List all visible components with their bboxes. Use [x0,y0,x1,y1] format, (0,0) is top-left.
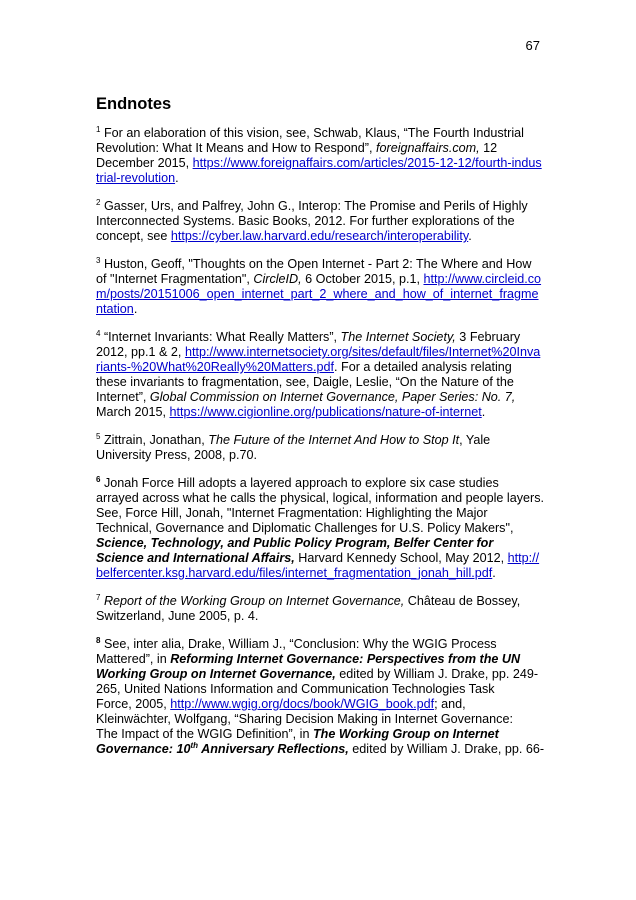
note-text: , Yale University Press, 2008, p.70. [96,433,491,462]
note-source: The Future of the Internet And How to Stop It [208,433,460,447]
note-source: Global Commission on Internet Governance, Paper Series: No. 7, [149,390,516,404]
note-text: The Impact of the WGIG Definition”, in [96,727,313,741]
note-text: Huston, Geoff, "Thoughts on the Open Internet - Part 2: The Where and How of "Internet Fragmentation", [96,257,532,286]
note-text: . [175,171,179,185]
note-text: . [468,229,472,243]
note-number: 5 [96,432,101,441]
note-number: 7 [96,593,101,602]
note-source: Reforming Internet Governance: Perspectives from the UN [170,652,521,666]
note-text: 6 October 2015, p.1, [301,272,424,286]
endnote-6 [96,476,544,581]
note-text: Harvard Kennedy School, May 2012, [294,551,508,565]
note-link[interactable]: http://belfercenter.ksg.harvard.edu/files/internet_fragmentation_jonah_hill.pdf [96,551,540,580]
note-number: 6 [96,475,101,484]
note-text: Gasser, Urs, and Palfrey, John G., Interop: The Promise and Perils of Highly Interconnected Systems. Basic Books, 2012. For further explorations of the concept, see [96,199,528,243]
note-source: Science, Technology, and Public Policy Program, Belfer Center for Science and International Affairs, [96,536,494,565]
endnotes-list [96,126,544,770]
note-text: edited by William J. Drake, pp. 249- [335,667,539,681]
note-text: For an elaboration of this vision, see, Schwab, Klaus, “The Fourth Industrial Revolution: What It Means and How to Respond”, [96,126,524,155]
note-text: 12 December 2015, [96,141,498,170]
note-superscript: th [190,741,199,750]
note-source: Governance: 10 [96,742,191,756]
endnotes-heading: Endnotes [96,95,172,113]
note-text: See, inter alia, Drake, William J., “Conclusion: Why the WGIG Process [103,637,497,651]
note-text: edited by William J. Drake, pp. 66- [348,742,545,756]
note-text: March 2015, [96,405,170,419]
note-source: CircleID, [253,272,302,286]
note-text: Mattered”, in [96,652,171,666]
note-text: . For a detailed analysis relating these invariants to fragmentation, see, Daigle, Leslie, “On the Nature of the Internet”, [96,360,514,404]
note-number: 3 [96,256,101,265]
note-text: . [133,302,138,316]
note-source: Anniversary Reflections, [198,742,349,756]
endnote-4 [96,330,544,420]
note-link[interactable]: http://www.circleid.com/posts/20151006_open_internet_part_2_where_and_how_of_internet_fragmentation [96,272,542,316]
note-link[interactable]: https://www.foreignaffairs.com/articles/2015-12-12/fourth-industrial-revolution [96,156,542,185]
note-number: 8 [96,636,101,645]
note-source: The Internet Society, [340,330,456,344]
page-number: 67 [525,38,540,53]
note-text: “Internet Invariants: What Really Matters”, [103,330,341,344]
note-link[interactable]: https://cyber.law.harvard.edu/research/interoperability [170,229,469,243]
endnote-1 [96,126,544,186]
note-number: 4 [96,329,101,338]
note-text: Kleinwächter, Wolfgang, “Sharing Decision Making in Internet Governance: [96,712,513,726]
endnote-5 [96,433,544,463]
endnote-7 [96,594,544,624]
note-text: . [492,566,496,580]
note-text: 265, United Nations Information and Communication Technologies Task [96,682,495,696]
note-link[interactable]: https://www.cigionline.org/publications/nature-of-internet [169,405,482,419]
note-source: Report of the Working Group on Internet Governance, [103,594,405,608]
note-text: . [481,405,486,419]
note-text: Zittrain, Jonathan, [103,433,209,447]
note-text: 3 February 2012, pp.1 & 2, [96,330,521,359]
endnote-2 [96,199,544,244]
note-text: Jonah Force Hill adopts a layered approach to explore six case studies arrayed across what he calls the physical, logical, information and people layers. See, Force Hill, Jonah, "Internet Fragmentation: Highlighting the Major Technical, Governance and Diplomatic Challenges for U.S. Policy Makers", [96,476,545,535]
note-text: ; and, [434,697,466,711]
note-text: Force, 2005, [96,697,171,711]
note-link[interactable]: http://www.internetsociety.org/sites/default/files/Internet%20Invariants-%20What%20Really%20Matters.pdf [96,345,541,374]
endnote-8 [96,637,544,757]
endnote-3 [96,257,544,317]
note-number: 2 [96,198,101,207]
note-number: 1 [96,125,101,134]
note-link[interactable]: http://www.wgig.org/docs/book/WGIG_book.pdf [170,697,435,711]
note-text: Château de Bossey, Switzerland, June 2005, p. 4. [96,594,521,623]
note-source: Working Group on Internet Governance, [96,667,336,681]
note-source: The Working Group on Internet [312,727,499,741]
note-source: foreignaffairs.com, [376,141,480,155]
